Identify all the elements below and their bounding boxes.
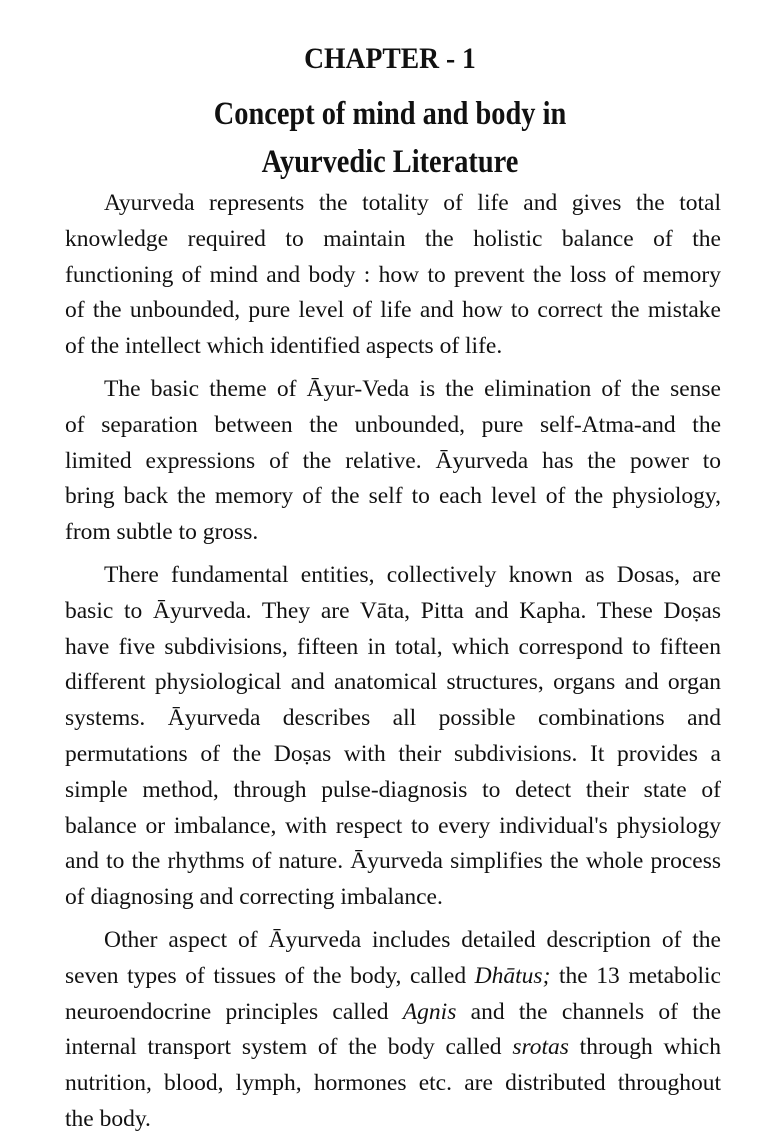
chapter-title-line-2: Ayurvedic Literature: [261, 144, 519, 180]
text-line: There fundamental entities, collectively known as Dosas, are: [104, 561, 721, 588]
text-line: and to the rhythms of nature. Āyurveda simplifies the whole process: [65, 848, 721, 875]
term-dhatus: Dhātus;: [474, 962, 551, 989]
text-line: Other aspect of Āyurveda includes detailed description of the: [104, 926, 721, 953]
text-line: of separation between the unbounded, pure self-Atma-and the: [65, 411, 721, 438]
text-line: systems. Āyurveda describes all possible combinations and: [65, 705, 721, 732]
text-line: neuroendocrine principles called Agnis and the channels of the: [65, 998, 722, 1025]
paragraph-3: [65, 558, 721, 916]
text-line: of diagnosing and correcting imbalance.: [65, 884, 443, 911]
text-line: the body.: [65, 1105, 151, 1132]
chapter-label: CHAPTER - 1: [304, 42, 476, 75]
body-text: [65, 186, 721, 1145]
paragraph-2: [65, 372, 721, 551]
text-line: nutrition, blood, lymph, hormones etc. are distributed throughout: [65, 1070, 721, 1097]
term-srotas: srotas: [512, 1034, 569, 1061]
text-line: The basic theme of Āyur-Veda is the elimination of the sense: [104, 375, 721, 402]
text-line: internal transport system of the body called srotas through which: [65, 1034, 721, 1061]
text-line: different physiological and anatomical structures, organs and organ: [65, 669, 721, 696]
text-line: have five subdivisions, fifteen in total, which correspond to fifteen: [65, 633, 721, 660]
text-line: limited expressions of the relative. Āyurveda has the power to: [65, 447, 721, 474]
text-line: from subtle to gross.: [65, 519, 259, 546]
text-line: of the intellect which identified aspects of life.: [65, 333, 503, 360]
text-line: simple method, through pulse-diagnosis to detect their state of: [65, 776, 721, 803]
text-line: functioning of mind and body : how to prevent the loss of memory: [65, 261, 721, 288]
paragraph-4: [65, 923, 721, 1138]
text-line: Ayurveda represents the totality of life and gives the total: [104, 190, 721, 216]
paragraph-1: [65, 186, 721, 365]
text-line: bring back the memory of the self to each level of the physiology,: [65, 483, 721, 510]
text-line: permutations of the Doṣas with their subdivisions. It provides a: [65, 740, 721, 767]
text-line: basic to Āyurveda. They are Vāta, Pitta and Kapha. These Doṣas: [65, 597, 721, 624]
text-line: seven types of tissues of the body, called Dhātus; the 13 metabolic: [65, 962, 721, 989]
text-line: balance or imbalance, with respect to every individual's physiology: [65, 812, 721, 839]
chapter-title-line-1: Concept of mind and body in: [213, 96, 567, 132]
chapter-title: [55, 90, 726, 186]
text-line: of the unbounded, pure level of life and how to correct the mistake: [65, 297, 721, 324]
text-line: knowledge required to maintain the holistic balance of the: [65, 225, 721, 252]
term-agnis: Agnis: [402, 998, 457, 1025]
